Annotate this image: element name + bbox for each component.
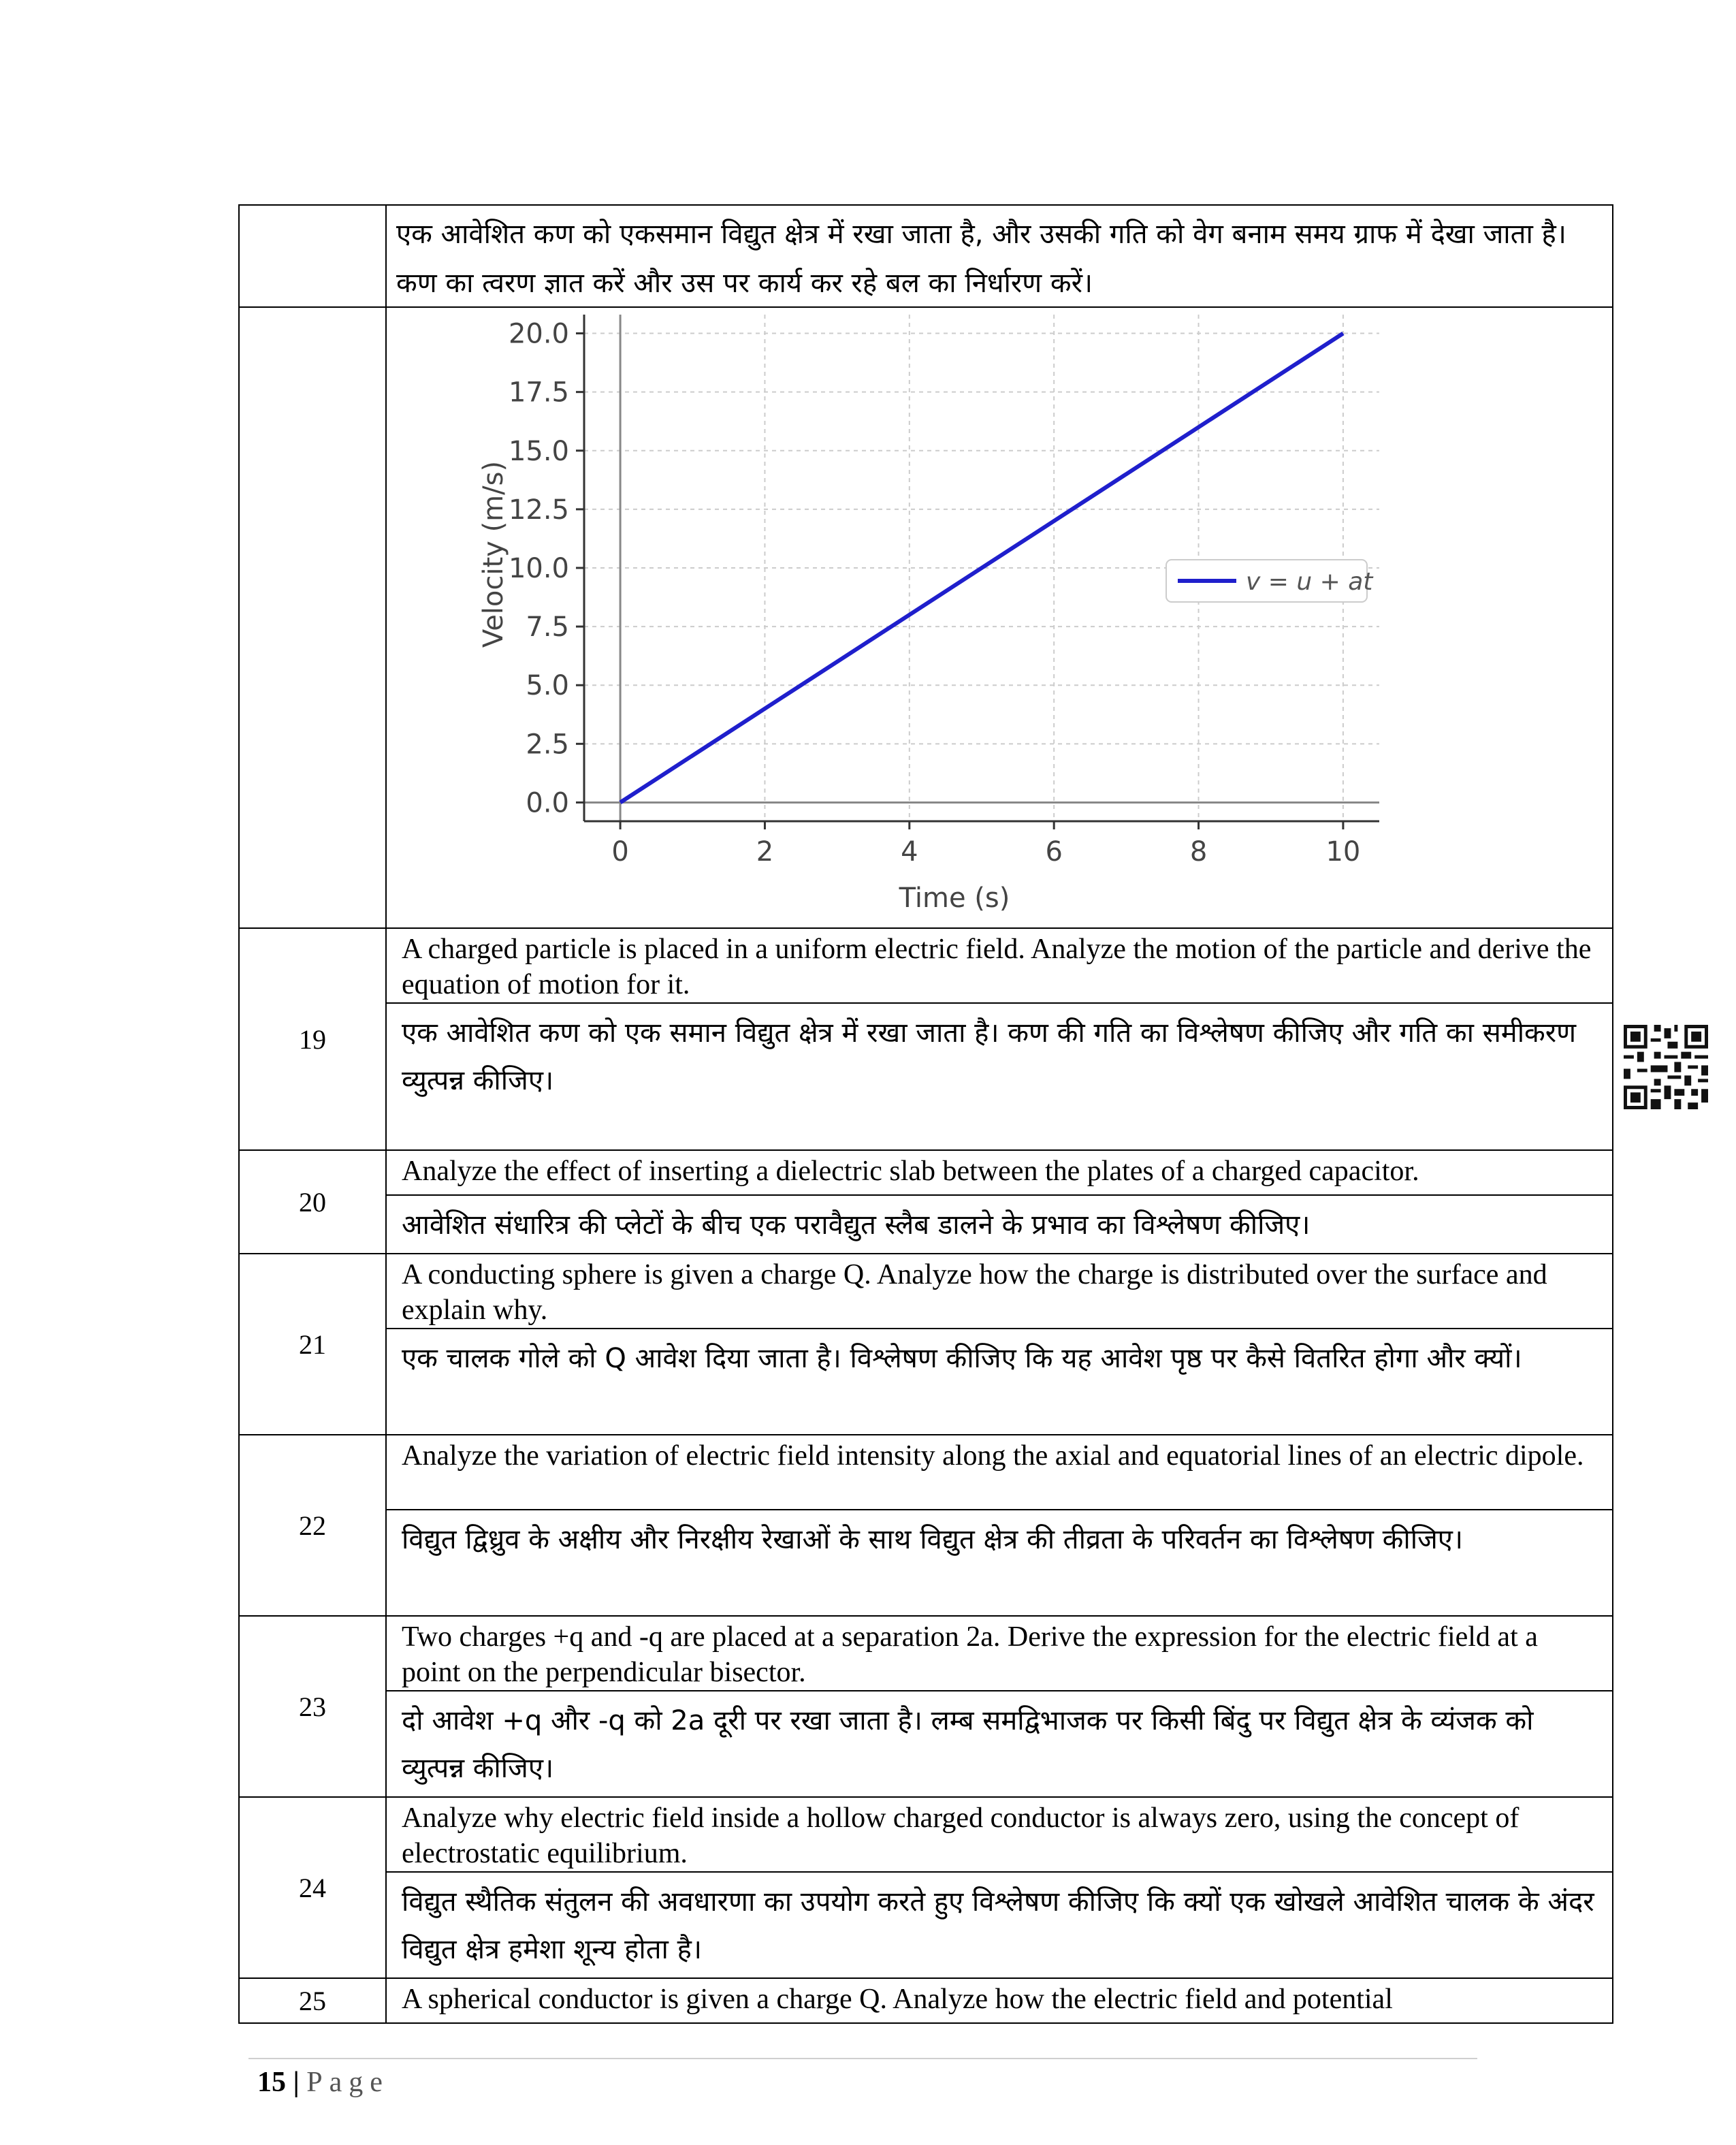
footer-separator: | [293,2067,300,2098]
x-tick-label: 10 [1325,836,1361,868]
question-hindi: विद्युत स्थैतिक संतुलन की अवधारणा का उपयोग करते हुए विश्लेषण कीजिए कि क्यों एक खोखले आवेशित चालक के अंदर विद्युत क्षेत्र हमेशा शून्य होता है। [402,1886,1594,1965]
question-number: 21 [239,1254,386,1435]
y-tick-label: 15.0 [508,435,569,467]
question-english: A spherical conductor is given a charge Q. Analyze how the electric field and potential [402,1984,1393,2015]
chart-row [239,307,1613,928]
chart-cell [386,307,1613,928]
x-tick-label: 8 [1189,836,1208,868]
question-hindi: विद्युत द्विध्रुव के अक्षीय और निरक्षीय रेखाओं के साथ विद्युत क्षेत्र की तीव्रता के परिवर्तन का विश्लेषण कीजिए। [402,1524,1464,1555]
x-tick-label: 2 [756,836,774,868]
x-tick-label: 4 [901,836,918,868]
question-english: A charged particle is placed in a uniform electric field. Analyze the motion of the particle and derive the equation of motion for it. [387,929,1612,1004]
y-axis-label: Velocity (m/s) [478,460,509,648]
question-english: A conducting sphere is given a charge Q. Analyze how the charge is distributed over the surface and explain why. [387,1254,1612,1329]
legend-label: v = u + at [1246,568,1373,596]
question-number: 24 [239,1797,386,1978]
page-footer [257,2063,389,2101]
question-row-25 [239,1978,1613,2023]
question-number-cell [239,205,386,307]
question-text-cell [386,928,1613,1150]
question-text-cell [386,1616,1613,1797]
y-tick-label: 2.5 [526,729,569,761]
question-number: 22 [239,1435,386,1616]
y-tick-label: 0.0 [526,787,569,819]
question-row-22 [239,1435,1613,1616]
x-axis-label: Time (s) [899,883,1010,914]
y-tick-label: 17.5 [508,377,569,409]
question-english: Two charges +q and -q are placed at a separation 2a. Derive the expression for the electric field at a point on the perpendicular bisector. [387,1617,1612,1691]
question-text-cell [386,1797,1613,1978]
question-text-cell [386,1978,1613,2023]
question-hindi: एक चालक गोले को Q आवेश दिया जाता है। विश्लेषण कीजिए कि यह आवेश पृष्ठ पर कैसे वितरित होगा और क्यों। [402,1343,1522,1374]
y-tick-label: 20.0 [508,318,569,350]
y-tick-label: 5.0 [526,670,569,702]
y-tick-label: 12.5 [508,494,569,526]
y-tick-label: 7.5 [526,611,569,644]
question-number-cell [239,307,386,928]
question-row-21 [239,1254,1613,1435]
footer-divider [248,2058,1477,2059]
page-number: 15 [257,2067,286,2098]
question-english: Analyze why electric field inside a hollow charged conductor is always zero, using the concept of electrostatic equilibrium. [387,1798,1612,1873]
question-text-cell [386,205,1613,307]
question-table [238,204,1613,2024]
question-number: 19 [239,928,386,1150]
velocity-time-chart [387,308,1612,927]
question-english: Analyze the effect of inserting a dielectric slab between the plates of a charged capacitor. [387,1151,1612,1196]
question-number: 20 [239,1150,386,1254]
question-text-cell [386,1435,1613,1616]
x-tick-label: 6 [1045,836,1063,868]
intro-question-hindi: एक आवेशित कण को एकसमान विद्युत क्षेत्र में रखा जाता है, और उसकी गति को वेग बनाम समय ग्राफ में देखा जाता है। कण का त्वरण ज्ञात करें और उस पर कार्य कर रहे बल का निर्धारण करें। [396,219,1566,299]
page-label: Page [306,2067,389,2098]
question-number: 25 [239,1978,386,2023]
qr-code-icon [1624,1025,1708,1109]
x-tick-label: 0 [611,836,629,868]
question-hindi: एक आवेशित कण को एक समान विद्युत क्षेत्र में रखा जाता है। कण की गति का विश्लेषण कीजिए और गति का समीकरण व्युत्पन्न कीजिए। [402,1017,1577,1096]
intro-row [239,205,1613,307]
legend [1166,560,1374,602]
question-number: 23 [239,1616,386,1797]
question-row-23 [239,1616,1613,1797]
question-row-19 [239,928,1613,1150]
question-row-24 [239,1797,1613,1978]
y-tick-label: 10.0 [508,553,569,584]
question-row-20 [239,1150,1613,1254]
question-hindi: दो आवेश +q और -q को 2a दूरी पर रखा जाता है। लम्ब समद्विभाजक पर किसी बिंदु पर विद्युत क्षेत्र के व्यंजक को व्युत्पन्न कीजिए। [402,1705,1534,1784]
question-text-cell [386,1254,1613,1435]
question-text-cell [386,1150,1613,1254]
question-hindi: आवेशित संधारित्र की प्लेटों के बीच एक परावैद्युत स्लैब डालने के प्रभाव का विश्लेषण कीजिए। [402,1209,1311,1241]
question-english: Analyze the variation of electric field intensity along the axial and equatorial lines of an electric dipole. [387,1435,1612,1510]
